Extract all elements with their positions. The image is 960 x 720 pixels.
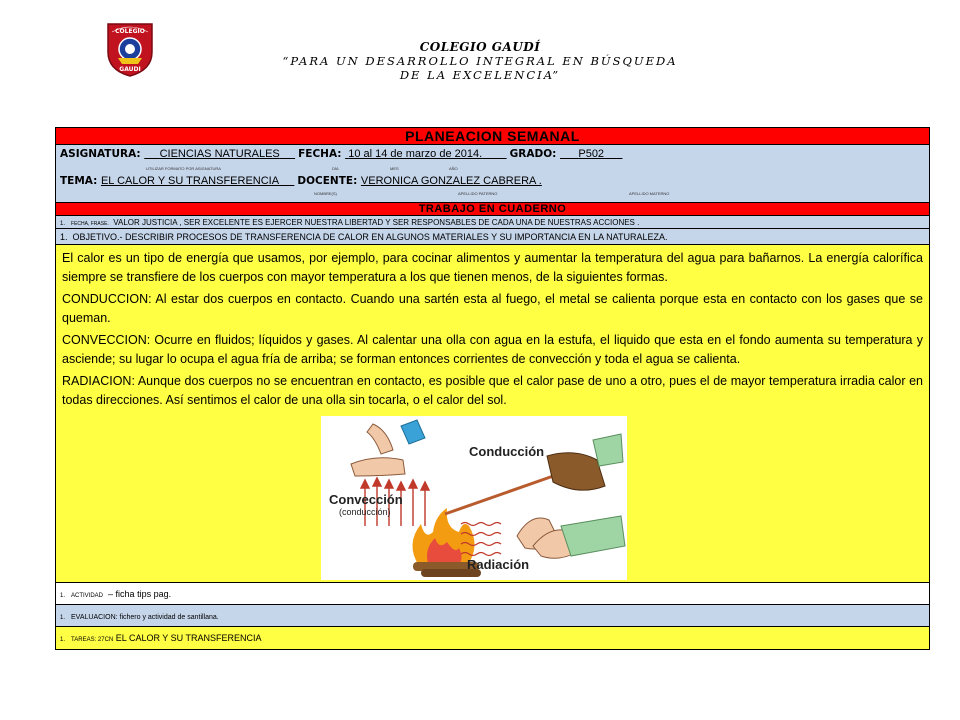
fecha-value: 10 al 14 de marzo de 2014. — [348, 148, 483, 160]
section-subtitle: TRABAJO EN CUADERNO — [56, 203, 929, 216]
actividad-label: ACTIVIDAD — [71, 593, 104, 599]
evaluacion-row: 1. EVALUACION: fichero y actividad de santillana. — [56, 605, 929, 627]
tareas-row: 1. TAREAS: 27CN EL CALOR Y SU TRANSFERENCIA — [56, 627, 929, 649]
label-conduccion: Conducción — [469, 444, 545, 459]
asignatura-label: ASIGNATURA — [60, 148, 137, 160]
grado-label: GRADO — [509, 148, 553, 160]
metal-rod-icon — [445, 474, 559, 514]
label-radiacion: Radiación — [467, 557, 530, 572]
asignatura-value: CIENCIAS NATURALES — [159, 148, 280, 160]
actividad-row: 1. ACTIVIDAD – ficha tips pag. — [56, 583, 929, 605]
docente-label: DOCENTE — [297, 175, 354, 187]
tema-value: EL CALOR Y SU TRANSFERENCIA — [100, 175, 280, 187]
logo-bottom-text: GAUDI — [119, 66, 141, 73]
school-header — [270, 40, 690, 82]
motto-line-1: “PARA UN DESARROLLO INTEGRAL EN BÚSQUEDA — [282, 54, 678, 68]
fecha-frase-text: VALOR JUSTICIA , SER EXCELENTE ES EJERCER NUESTRA LIBERTAD Y SER RESPONSABLES DE CADA UNA DE NUESTRAS ACCIONES . — [113, 218, 640, 227]
fecha-label: FECHA — [298, 148, 338, 160]
upper-hand-icon — [367, 424, 393, 454]
grado-value: P502 — [578, 148, 605, 160]
objetivo-row: 1. OBJETIVO.- DESCRIBIR PROCESOS DE TRANSFERENCIA DE CALOR EN ALGUNOS MATERIALES Y SU IMPORTANCIA EN LA NATURALEZA. — [56, 229, 929, 245]
tema-label: TEMA — [60, 175, 94, 187]
heat-transfer-illustration — [321, 416, 627, 580]
content-paragraph-conduccion: CONDUCCION: Al estar dos cuerpos en contacto. Cuando una sartén esta al fuego, el metal se calienta porque esta en contacto con los gases que se queman. — [62, 292, 923, 325]
content-cell — [56, 245, 929, 583]
docente-value: VERONICA GONZALEZ CABRERA . — [360, 175, 542, 187]
evaluacion-text: EVALUACION: fichero y actividad de santillana. — [71, 614, 219, 621]
sleeve-icon — [401, 420, 425, 444]
tareas-text: EL CALOR Y SU TRANSFERENCIA — [115, 633, 262, 643]
tareas-label: TAREAS: 27CN — [71, 637, 114, 643]
info-block: ASIGNATURA: CIENCIAS NATURALES FECHA: 10 al 14 de marzo de 2014. GRADO: P502 UTILIZAR FORMATO POR ASIGNATURA DÍA MES AÑO TEMA: EL CALOR Y SU TRANSFERENCIA DOCENTE: VERONICA GONZALEZ CABRERA . NOMBRE(S) APELLIDO PATERNO APELLIDO MATERNO — [56, 145, 929, 203]
planning-title: PLANEACION SEMANAL — [56, 128, 929, 145]
fecha-frase-label: FECHA, FRASE. — [71, 221, 109, 227]
info-line-2: TEMA: EL CALOR Y SU TRANSFERENCIA DOCENTE: VERONICA GONZALEZ CABRERA . — [60, 175, 542, 187]
logo-top-text: COLEGIO — [115, 28, 145, 35]
school-name: COLEGIO GAUDÍ — [419, 40, 541, 54]
planning-table — [55, 127, 930, 650]
content-paragraph-radiacion: RADIACION: Aunque dos cuerpos no se encuentran en contacto, es posible que el calor pase de uno a otro, pues el de mayor temperatura irradia calor en todas direcciones. Así sentimos el calor de una olla sin tocarla, o el calor del sol. — [62, 374, 923, 407]
content-paragraph-intro: El calor es un tipo de energía que usamos, por ejemplo, para cocinar alimentos y aumentar la temperatura del agua para bañarnos. La energía calorífica siempre se transfiere de los cuerpos con mayor temperatura a los que tienen menos, de la siguientes formas. — [62, 251, 923, 284]
info-line-1: ASIGNATURA: CIENCIAS NATURALES FECHA: 10 al 14 de marzo de 2014. GRADO: P502 — [60, 148, 622, 160]
school-logo — [104, 18, 156, 78]
content-paragraph-conveccion: CONVECCION: Ocurre en fluidos; líquidos y gases. Al calentar una olla con agua en la estufa, el liquido que esta en el fondo aumenta su temperatura y asciende; su lugar lo ocupa el agua fría de arriba; se forman entonces corrientes de convección y toda el agua se calienta. — [62, 333, 923, 366]
objetivo-text: OBJETIVO.- DESCRIBIR PROCESOS DE TRANSFERENCIA DE CALOR EN ALGUNOS MATERIALES Y SU IMPORTANCIA EN LA NATURALEZA. — [72, 232, 668, 242]
glove-icon — [547, 453, 605, 490]
label-conveccion: Convección — [329, 492, 403, 507]
left-hand-icon — [351, 458, 405, 476]
motto-line-2: DE LA EXCELENCIA” — [399, 68, 561, 82]
actividad-text: – ficha tips pag. — [108, 589, 172, 599]
label-conveccion-sub: (conducción) — [339, 507, 391, 517]
fecha-frase-row: 1. FECHA, FRASE. VALOR JUSTICIA , SER EXCELENTE ES EJERCER NUESTRA LIBERTAD Y SER RESPONSABLES DE CADA UNA DE NUESTRAS ACCIONES . — [56, 216, 929, 229]
